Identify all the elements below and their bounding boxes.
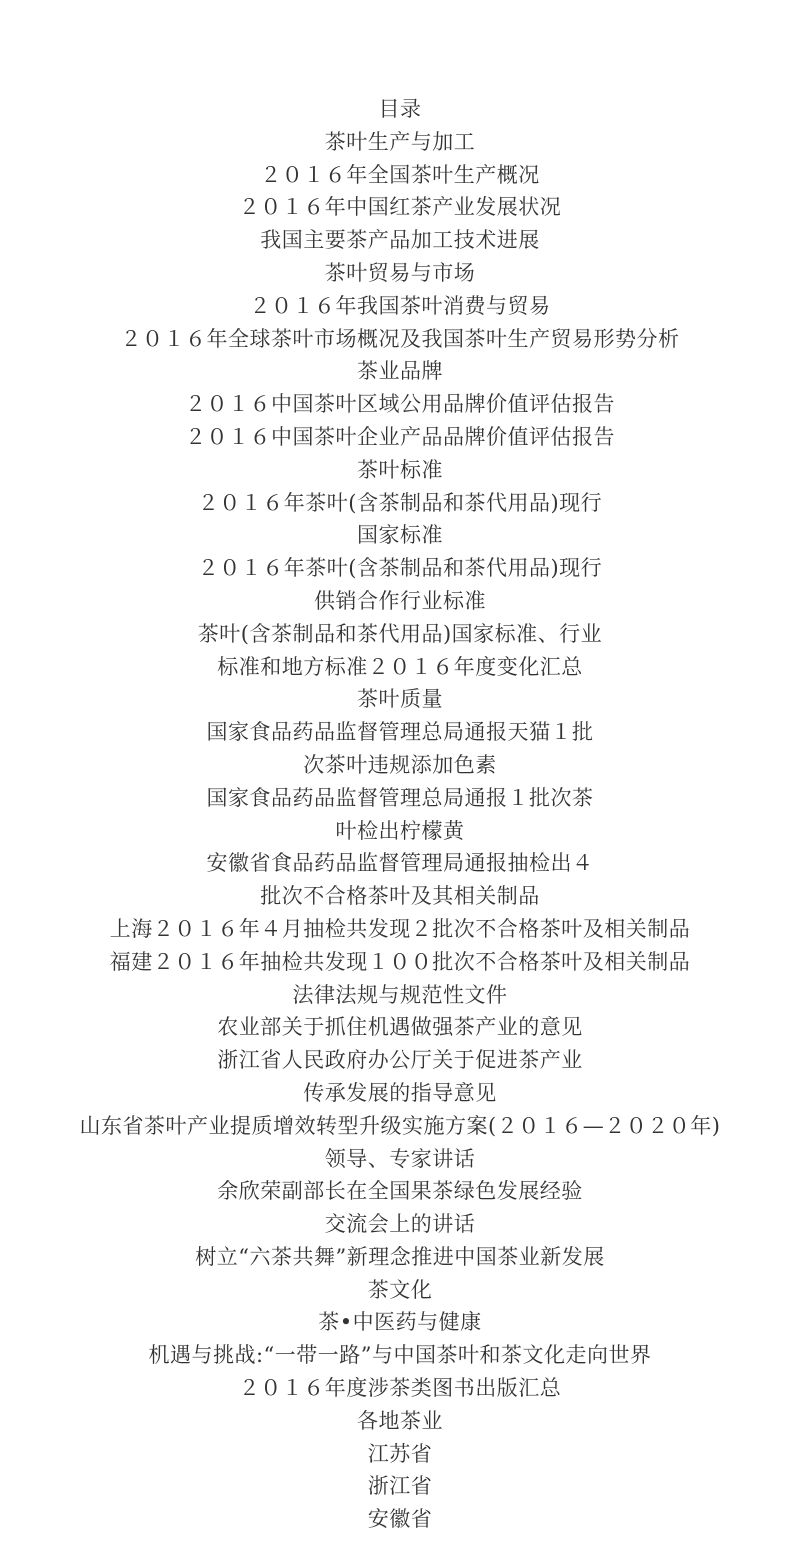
toc-section-title[interactable]: 茶文化 [367,1277,433,1302]
toc-entry[interactable]: ２０１６年全国茶叶生产概况 [260,162,540,187]
toc-heading: 目录 [378,97,422,121]
toc-entry[interactable]: 茶•中医药与健康 [318,1310,482,1335]
toc-entry-continuation[interactable]: 批次不合格茶叶及其相关制品 [260,884,540,909]
toc-entry[interactable]: 山东省茶叶产业提质增效转型升级实施方案(２０１６—２０２０年) [79,1113,721,1138]
toc-entry[interactable]: 上海２０１６年４月抽检共发现２批次不合格茶叶及相关制品 [109,916,691,941]
toc-entry[interactable]: 安徽省 [367,1507,433,1532]
toc-section-title[interactable]: 茶叶贸易与市场 [324,260,476,285]
toc-entry[interactable]: 安徽省食品药品监督管理局通报抽检出４ [206,851,594,876]
toc-entry-continuation[interactable]: 叶检出柠檬黄 [335,818,465,843]
toc-entry[interactable]: 国家食品药品监督管理总局通报天猫１批 [206,720,594,745]
toc-entry[interactable]: ２０１６年茶叶(含茶制品和茶代用品)现行 [197,490,603,515]
toc-entry-continuation[interactable]: 次茶叶违规添加色素 [303,752,497,777]
toc-entry[interactable]: 浙江省人民政府办公厅关于促进茶产业 [217,1048,583,1073]
toc-entry-continuation[interactable]: 传承发展的指导意见 [303,1080,497,1105]
toc-section-title[interactable]: 茶叶生产与加工 [324,129,476,154]
toc-entry[interactable]: 江苏省 [367,1441,433,1466]
toc-entry-continuation[interactable]: 国家标准 [357,523,443,548]
toc-section-title[interactable]: 茶叶质量 [357,687,443,712]
toc-entry[interactable]: ２０１６年度涉茶类图书出版汇总 [238,1376,562,1401]
toc-section-title[interactable]: 法律法规与规范性文件 [292,982,508,1007]
toc-entry[interactable]: 机遇与挑战:“一带一路”与中国茶叶和茶文化走向世界 [148,1343,652,1368]
toc-entry[interactable]: 茶叶(含茶制品和茶代用品)国家标准、行业 [197,621,603,646]
toc-entry-continuation[interactable]: 供销合作行业标准 [314,588,486,613]
toc-entry[interactable]: ２０１６中国茶叶区域公用品牌价值评估报告 [185,392,615,417]
toc-section-title[interactable]: 茶业品牌 [357,359,443,384]
toc-entry-continuation[interactable]: 标准和地方标准２０１６年度变化汇总 [217,654,583,679]
toc-entry-continuation[interactable]: 交流会上的讲话 [324,1212,476,1237]
toc-entry[interactable]: ２０１６中国茶叶企业产品品牌价值评估报告 [185,424,615,449]
toc-entry[interactable]: 浙江省 [367,1474,433,1499]
toc-entry[interactable]: 我国主要茶产品加工技术进展 [260,228,540,253]
toc-entry[interactable]: ２０１６年中国红茶产业发展状况 [238,195,562,220]
toc-section-title[interactable]: 领导、专家讲话 [324,1146,476,1171]
table-of-contents [0,93,800,1536]
toc-entry[interactable]: 农业部关于抓住机遇做强茶产业的意见 [217,1015,583,1040]
toc-entry[interactable]: 树立“六茶共舞”新理念推进中国茶业新发展 [195,1244,605,1269]
toc-entry[interactable]: ２０１６年全球茶叶市场概况及我国茶叶生产贸易形势分析 [120,326,680,351]
toc-entry[interactable]: 福建２０１６年抽检共发现１００批次不合格茶叶及相关制品 [109,949,691,974]
toc-section-title[interactable]: 茶叶标准 [357,457,443,482]
toc-entry[interactable]: ２０１６年茶叶(含茶制品和茶代用品)现行 [197,556,603,581]
toc-entry[interactable]: 国家食品药品监督管理总局通报１批次茶 [206,785,594,810]
toc-section-title[interactable]: 各地茶业 [357,1408,443,1433]
toc-entry[interactable]: 余欣荣副部长在全国果茶绿色发展经验 [217,1179,583,1204]
toc-entry[interactable]: ２０１６年我国茶叶消费与贸易 [249,293,551,318]
